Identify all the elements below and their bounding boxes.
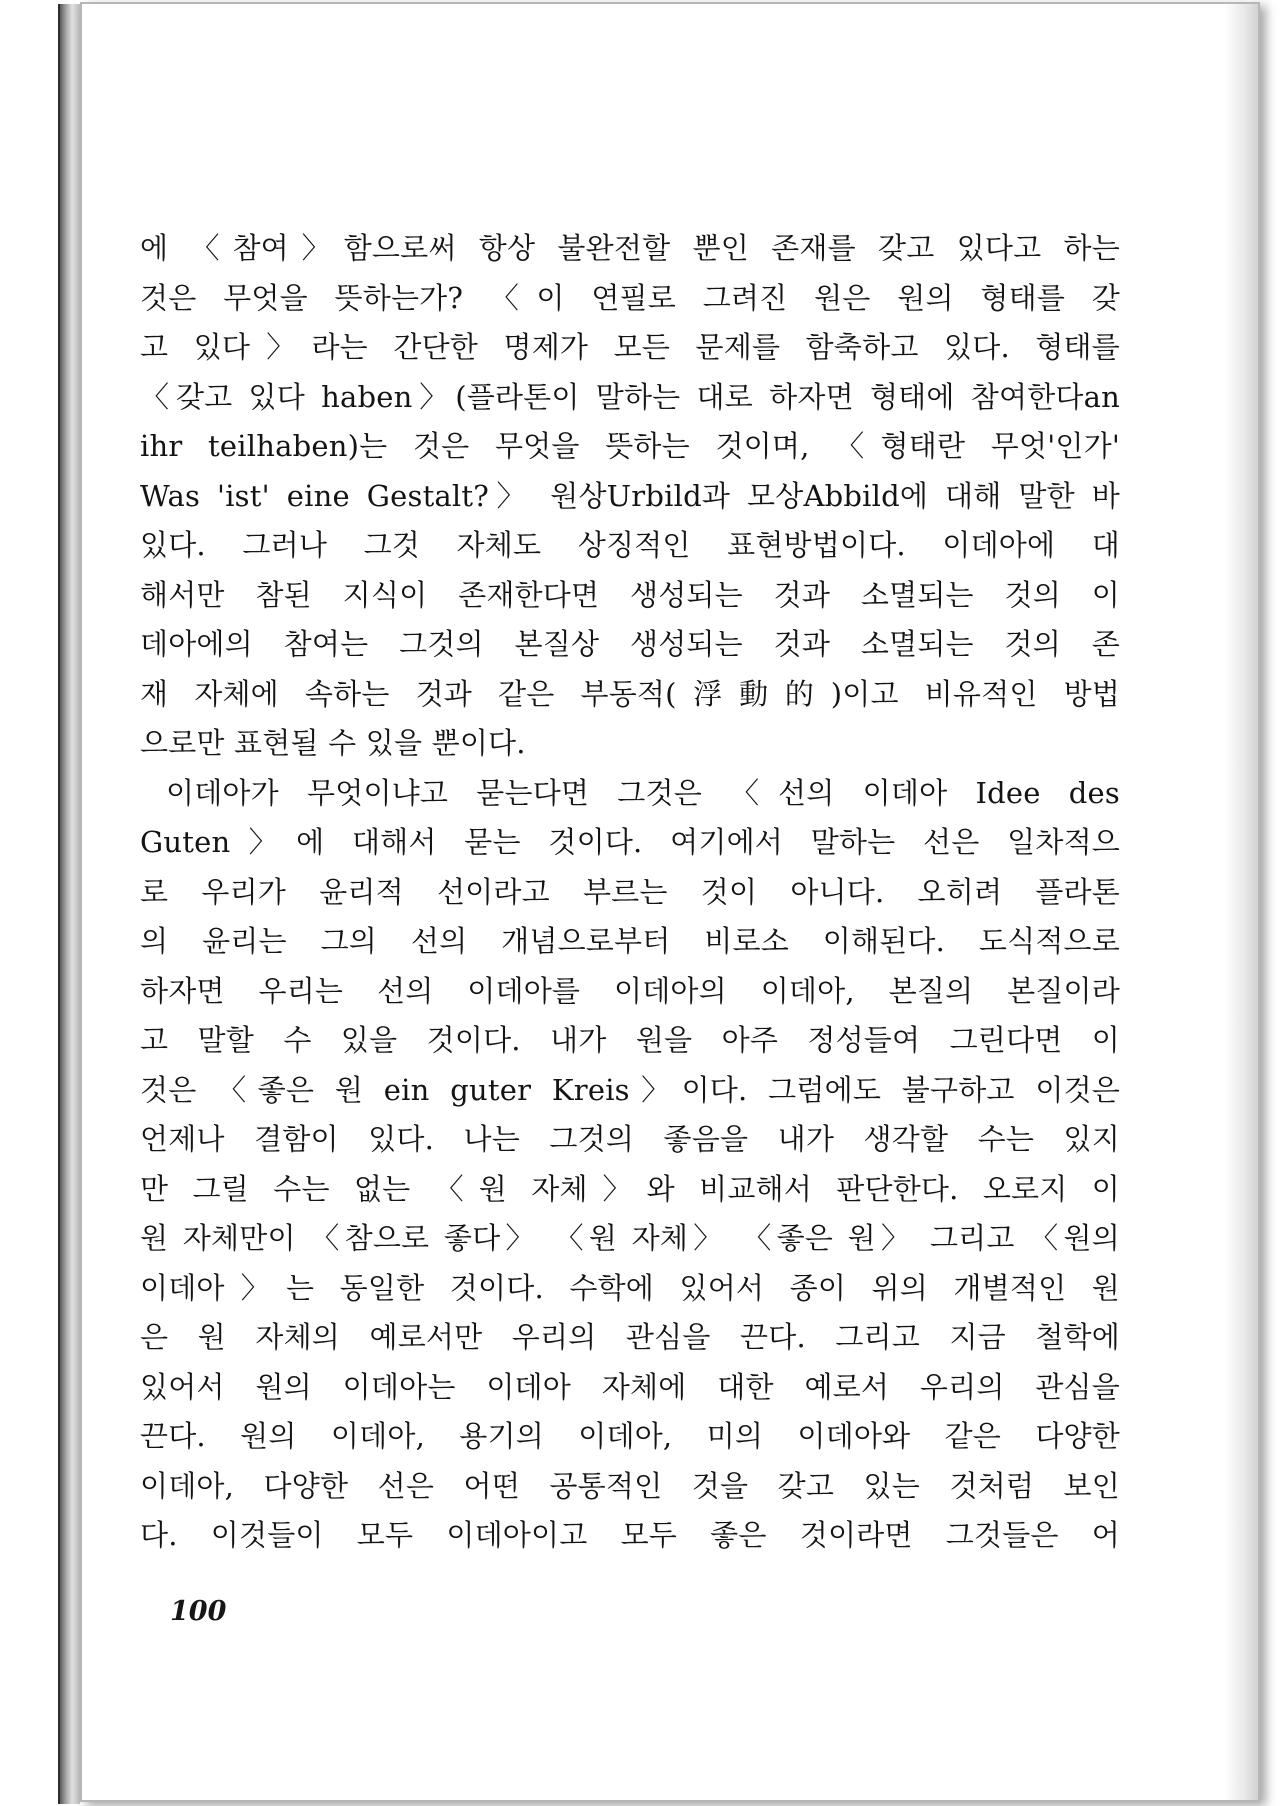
body-text	[140, 224, 1120, 1561]
text-line: 고 있다〉라는 간단한 명제가 모든 문제를 함축하고 있다. 형태를	[140, 330, 1120, 364]
text-line: 이데아〉는 동일한 것이다. 수학에 있어서 종이 위의 개별적인 원	[140, 1270, 1120, 1305]
text-line: 것은 〈좋은 원 ein guter Kreis〉이다. 그럼에도 불구하고 이것은	[140, 1072, 1120, 1107]
paragraph-2	[140, 769, 1120, 1561]
text-line: 원 자체만이 〈참으로 좋다〉 〈원 자체〉 〈좋은 원〉 그리고 〈원의	[140, 1221, 1120, 1255]
text-line: 언제나 결함이 있다. 나는 그것의 좋음을 내가 생각할 수는 있지	[140, 1122, 1120, 1156]
text-line: 하자면 우리는 선의 이데아를 이데아의 이데아, 본질의 본질이라	[140, 973, 1120, 1008]
book-spine	[58, 4, 80, 1804]
text-line: 은 원 자체의 예로서만 우리의 관심을 끈다. 그리고 지금 철학에	[140, 1320, 1120, 1354]
text-line: 이데아가 무엇이냐고 묻는다면 그것은 〈선의 이데아 Idee des	[166, 775, 1120, 810]
text-line: Was 'ist' eine Gestalt?〉 원상Urbild과 모상Abbild에 대해 말한 바	[140, 478, 1120, 513]
text-line: 데아에의 참여는 그것의 본질상 생성되는 것과 소멸되는 것의 존	[140, 627, 1120, 661]
text-line: 이데아, 다양한 선은 어떤 공통적인 것을 갖고 있는 것처럼 보인	[140, 1468, 1120, 1503]
text-line: 있어서 원의 이데아는 이데아 자체에 대한 예로서 우리의 관심을	[140, 1369, 1120, 1404]
paragraph-1	[140, 224, 1120, 769]
text-line: 끈다. 원의 이데아, 용기의 이데아, 미의 이데아와 같은 다양한	[140, 1419, 1120, 1453]
text-line: 재 자체에 속하는 것과 같은 부동적(浮動的)이고 비유적인 방법	[140, 676, 1120, 711]
page-number: 100	[170, 1596, 227, 1627]
text-line: 고 말할 수 있을 것이다. 내가 원을 아주 정성들여 그린다면 이	[140, 1023, 1120, 1057]
text-line: 다. 이것들이 모두 이데아이고 모두 좋은 것이라면 그것들은 어	[140, 1518, 1120, 1552]
text-line: 으로만 표현될 수 있을 뿐이다.	[140, 726, 526, 760]
page-edge-shadow	[1224, 4, 1258, 1800]
text-line: 에 〈참여〉함으로써 항상 불완전할 뿐인 존재를 갖고 있다고 하는	[140, 231, 1120, 265]
text-line: 만 그릴 수는 없는 〈원 자체〉와 비교해서 판단한다. 오로지 이	[140, 1171, 1120, 1206]
text-line: 로 우리가 윤리적 선이라고 부르는 것이 아니다. 오히려 플라톤	[140, 874, 1120, 909]
text-line: 의 윤리는 그의 선의 개념으로부터 비로소 이해된다. 도식적으로	[140, 924, 1120, 958]
text-line: 〈갖고 있다 haben〉(플라톤이 말하는 대로 하자면 형태에 참여한다an	[140, 379, 1120, 414]
text-line: Guten〉에 대해서 묻는 것이다. 여기에서 말하는 선은 일차적으	[140, 825, 1120, 859]
text-line: 해서만 참된 지식이 존재한다면 생성되는 것과 소멸되는 것의 이	[140, 577, 1120, 612]
text-line: 것은 무엇을 뜻하는가? 〈이 연필로 그려진 원은 원의 형태를 갖	[140, 280, 1120, 315]
text-line: ihr teilhaben)는 것은 무엇을 뜻하는 것이며, 〈형태란 무엇'인가'	[140, 429, 1120, 463]
text-line: 있다. 그러나 그것 자체도 상징적인 표현방법이다. 이데아에 대	[140, 528, 1120, 562]
